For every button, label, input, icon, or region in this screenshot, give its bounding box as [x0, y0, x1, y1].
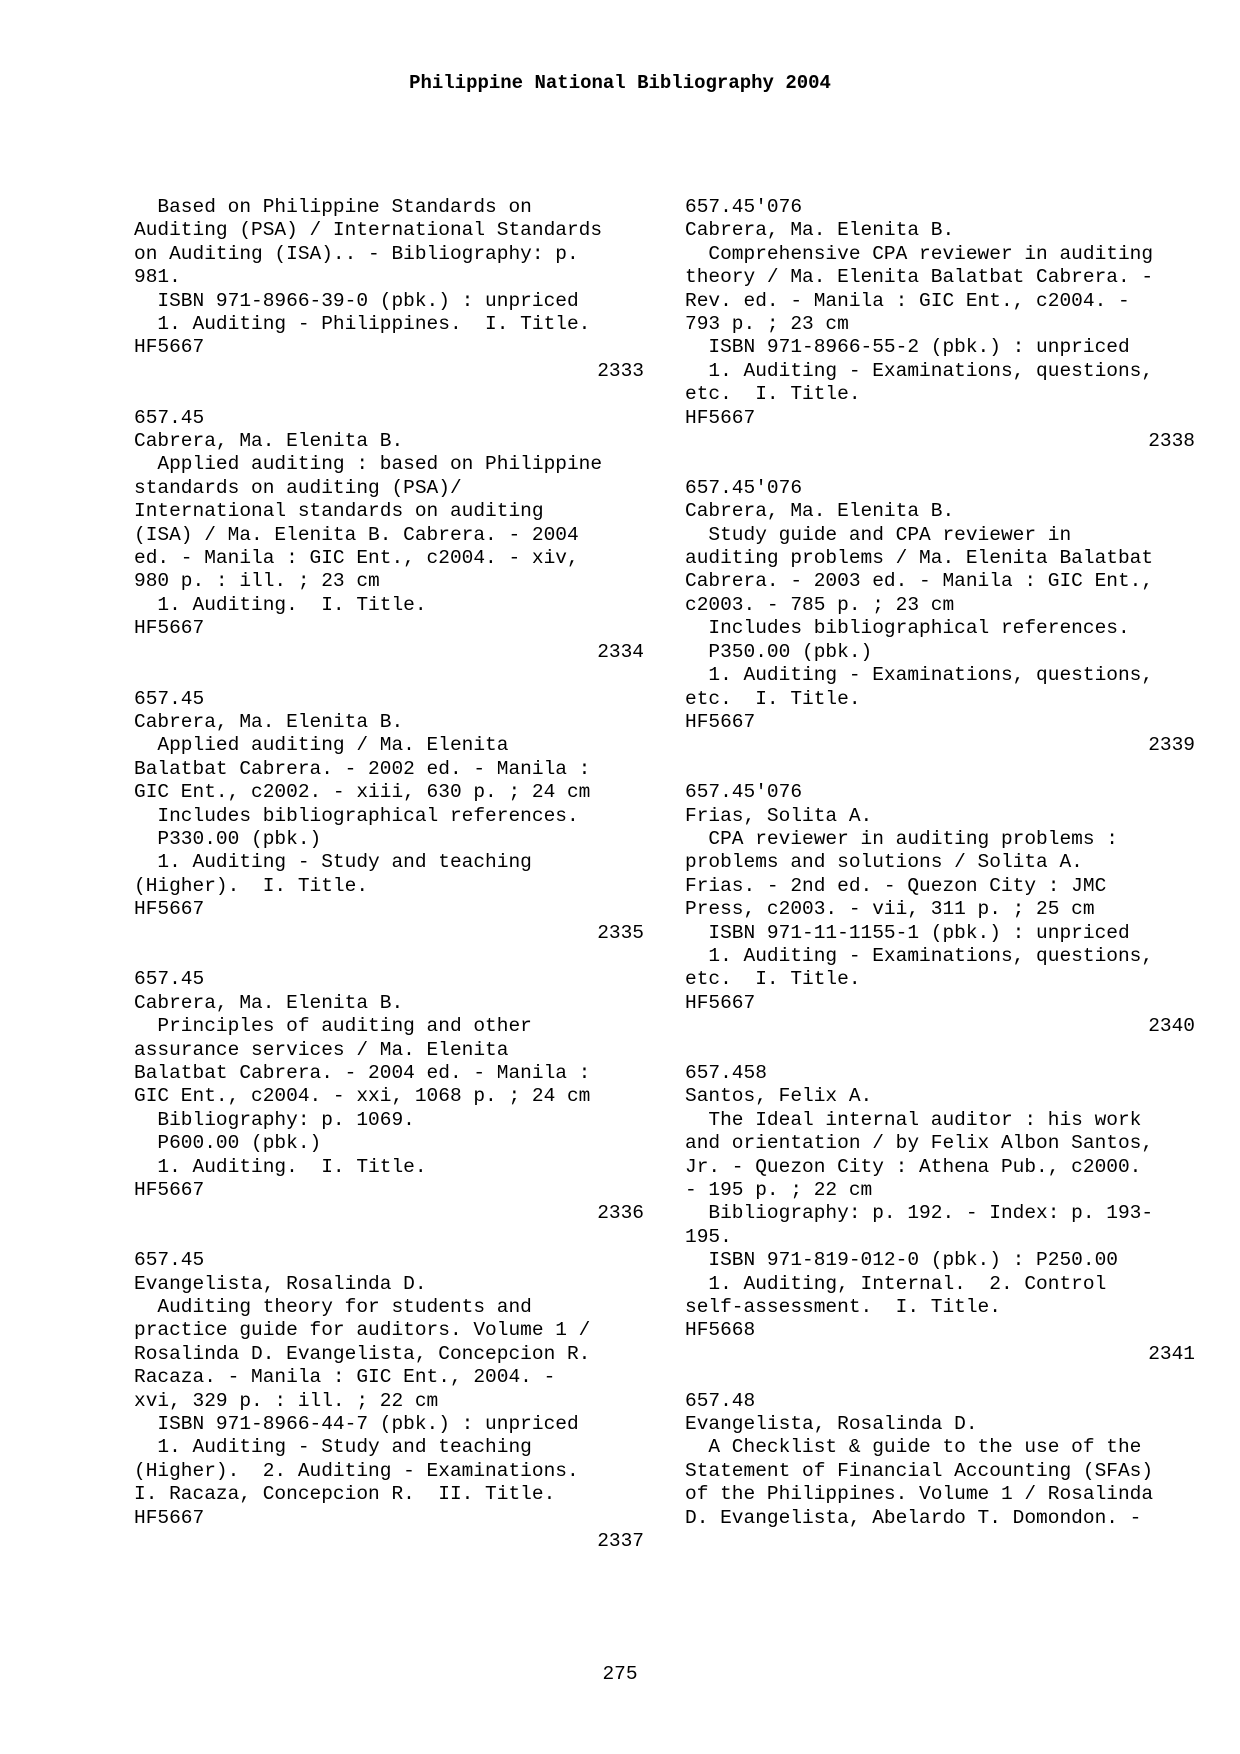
entry-line: Based on Philippine Standards on: [134, 196, 532, 218]
entry-line: Cabrera, Ma. Elenita B.: [685, 500, 955, 523]
entry-line: problems and solutions / Solita A.: [685, 851, 1083, 874]
entry-line: Cabrera. - 2003 ed. - Manila : GIC Ent.,: [685, 570, 1154, 593]
entry-line: Principles of auditing and other: [134, 1015, 532, 1038]
entry-number: 2336: [597, 1202, 644, 1225]
entry-line: c2003. - 785 p. ; 23 cm: [685, 593, 955, 616]
entry-line: P600.00 (pbk.): [134, 1132, 322, 1155]
entry-line: etc. I. Title.: [685, 383, 861, 406]
page-title: Philippine National Bibliography 2004: [409, 72, 831, 94]
entry-line: 980 p. : ill. ; 23 cm: [134, 570, 380, 593]
entry-line: 657.45'076: [685, 781, 803, 804]
entry-line: and orientation / by Felix Albon Santos,: [685, 1132, 1154, 1155]
entry-line: 1. Auditing - Study and teaching: [134, 851, 532, 874]
entry-line: Evangelista, Rosalinda D.: [685, 1413, 978, 1436]
entry-line: Rosalinda D. Evangelista, Concepcion R.: [134, 1342, 591, 1365]
entry-line: 1. Auditing. I. Title.: [134, 1155, 427, 1178]
entry-line: HF5667: [685, 710, 756, 733]
entry-line: Evangelista, Rosalinda D.: [134, 1272, 427, 1295]
bibliography-entry: [134, 968, 644, 1225]
entry-number: 2337: [597, 1530, 644, 1553]
entry-line: Cabrera, Ma. Elenita B.: [685, 219, 955, 242]
left-column: [134, 196, 644, 1577]
bibliography-entry: [685, 1062, 1195, 1366]
entry-line: 1. Auditing - Study and teaching: [134, 1436, 532, 1459]
entry-line: 657.45: [134, 968, 205, 991]
entry-line: 1. Auditing, Internal. 2. Control: [685, 1272, 1107, 1295]
entry-line: Bibliography: p. 192. - Index: p. 193-: [685, 1202, 1154, 1225]
entry-line: CPA reviewer in auditing problems :: [685, 827, 1118, 850]
entry-line: ISBN 971-11-1155-1 (pbk.) : unpriced: [685, 921, 1130, 944]
entry-line: HF5667: [685, 991, 756, 1014]
entry-line: 195.: [685, 1225, 732, 1248]
entry-line: - 195 p. ; 22 cm: [685, 1179, 873, 1202]
entry-line: P350.00 (pbk.): [685, 640, 873, 663]
entry-line: HF5667: [134, 898, 205, 921]
entry-line: Jr. - Quezon City : Athena Pub., c2000.: [685, 1155, 1142, 1178]
entry-line: Cabrera, Ma. Elenita B.: [134, 991, 404, 1014]
entry-line: Includes bibliographical references.: [134, 804, 579, 827]
entry-line: 657.45'076: [685, 196, 803, 218]
entry-number: 2341: [1148, 1342, 1195, 1365]
entry-line: Applied auditing : based on Philippine: [134, 453, 603, 476]
entry-line: Press, c2003. - vii, 311 p. ; 25 cm: [685, 898, 1095, 921]
entry-line: D. Evangelista, Abelardo T. Domondon. -: [685, 1506, 1142, 1529]
entry-line: GIC Ent., c2004. - xxi, 1068 p. ; 24 cm: [134, 1085, 591, 1108]
entry-line: 1. Auditing - Examinations, questions,: [685, 664, 1154, 687]
entry-line: Statement of Financial Accounting (SFAs): [685, 1459, 1154, 1482]
entry-number: 2339: [1148, 734, 1195, 757]
entry-line: self-assessment. I. Title.: [685, 1296, 1001, 1319]
entry-line: Auditing theory for students and: [134, 1296, 532, 1319]
entry-line: 657.48: [685, 1389, 756, 1412]
entry-line: ISBN 971-8966-39-0 (pbk.) : unpriced: [134, 289, 579, 312]
entry-line: HF5667: [134, 1506, 205, 1529]
entry-line: Bibliography: p. 1069.: [134, 1108, 415, 1131]
bibliography-entry: [134, 688, 644, 945]
entry-line: A Checklist & guide to the use of the: [685, 1436, 1142, 1459]
right-column: [685, 196, 1195, 1553]
entry-line: (Higher). I. Title.: [134, 874, 369, 897]
entry-line: I. Racaza, Concepcion R. II. Title.: [134, 1483, 556, 1506]
entry-line: of the Philippines. Volume 1 / Rosalinda: [685, 1483, 1154, 1506]
entry-line: Includes bibliographical references.: [685, 617, 1130, 640]
entry-line: (ISA) / Ma. Elenita B. Cabrera. - 2004: [134, 523, 579, 546]
entry-line: HF5667: [134, 336, 205, 359]
entry-line: 657.45: [134, 1249, 205, 1272]
entry-line: P330.00 (pbk.): [134, 827, 322, 850]
entry-line: etc. I. Title.: [685, 968, 861, 991]
entry-line: practice guide for auditors. Volume 1 /: [134, 1319, 591, 1342]
entry-line: Santos, Felix A.: [685, 1085, 873, 1108]
entry-line: Cabrera, Ma. Elenita B.: [134, 710, 404, 733]
bibliography-entry: [134, 407, 644, 664]
entry-line: ISBN 971-8966-44-7 (pbk.) : unpriced: [134, 1413, 579, 1436]
entry-line: (Higher). 2. Auditing - Examinations.: [134, 1459, 579, 1482]
entry-line: 793 p. ; 23 cm: [685, 313, 849, 336]
entry-line: Auditing (PSA) / International Standards: [134, 219, 603, 242]
entry-line: 657.45: [134, 406, 205, 429]
entry-line: etc. I. Title.: [685, 687, 861, 710]
entry-number: 2334: [597, 640, 644, 663]
entry-line: 657.458: [685, 1061, 767, 1084]
entry-line: ISBN 971-819-012-0 (pbk.) : P250.00: [685, 1249, 1118, 1272]
entry-line: HF5667: [685, 406, 756, 429]
entry-line: Comprehensive CPA reviewer in auditing: [685, 242, 1154, 265]
bibliography-entry: [685, 1390, 1195, 1530]
entry-line: ISBN 971-8966-55-2 (pbk.) : unpriced: [685, 336, 1130, 359]
entry-number: 2338: [1148, 430, 1195, 453]
bibliography-entry: [685, 196, 1195, 453]
entry-line: Rev. ed. - Manila : GIC Ent., c2004. -: [685, 289, 1130, 312]
entry-line: 657.45: [134, 687, 205, 710]
entry-line: 981.: [134, 266, 181, 289]
entry-line: Balatbat Cabrera. - 2002 ed. - Manila :: [134, 757, 591, 780]
bibliography-entry: [685, 781, 1195, 1038]
entry-line: ed. - Manila : GIC Ent., c2004. - xiv,: [134, 547, 579, 570]
entry-line: HF5667: [134, 617, 205, 640]
entry-number: 2340: [1148, 1015, 1195, 1038]
bibliography-entry: [134, 196, 644, 383]
entry-line: Frias, Solita A.: [685, 804, 873, 827]
entry-line: Applied auditing / Ma. Elenita: [134, 734, 509, 757]
entry-line: HF5667: [134, 1179, 205, 1202]
entry-line: 1. Auditing. I. Title.: [134, 593, 427, 616]
bibliography-entry: [134, 1249, 644, 1553]
entry-line: The Ideal internal auditor : his work: [685, 1108, 1142, 1131]
entry-line: 1. Auditing - Examinations, questions,: [685, 944, 1154, 967]
entry-line: xvi, 329 p. : ill. ; 22 cm: [134, 1389, 439, 1412]
entry-line: standards on auditing (PSA)/: [134, 476, 462, 499]
entry-line: theory / Ma. Elenita Balatbat Cabrera. -: [685, 266, 1154, 289]
entry-line: Racaza. - Manila : GIC Ent., 2004. -: [134, 1366, 556, 1389]
entry-line: auditing problems / Ma. Elenita Balatbat: [685, 547, 1154, 570]
bibliography-entry: [685, 477, 1195, 758]
entry-number: 2335: [597, 921, 644, 944]
entry-line: Frias. - 2nd ed. - Quezon City : JMC: [685, 874, 1107, 897]
entry-line: on Auditing (ISA).. - Bibliography: p.: [134, 242, 579, 265]
entry-number: 2333: [597, 359, 644, 382]
entry-line: Cabrera, Ma. Elenita B.: [134, 430, 404, 453]
entry-line: International standards on auditing: [134, 500, 544, 523]
entry-line: Balatbat Cabrera. - 2004 ed. - Manila :: [134, 1061, 591, 1084]
entry-line: 1. Auditing - Philippines. I. Title.: [134, 313, 591, 336]
entry-line: Study guide and CPA reviewer in: [685, 523, 1072, 546]
entry-line: assurance services / Ma. Elenita: [134, 1038, 509, 1061]
entry-line: HF5668: [685, 1319, 756, 1342]
entry-line: 1. Auditing - Examinations, questions,: [685, 359, 1154, 382]
entry-line: 657.45'076: [685, 476, 803, 499]
entry-line: GIC Ent., c2002. - xiii, 630 p. ; 24 cm: [134, 781, 591, 804]
page-number: 275: [602, 1663, 638, 1685]
